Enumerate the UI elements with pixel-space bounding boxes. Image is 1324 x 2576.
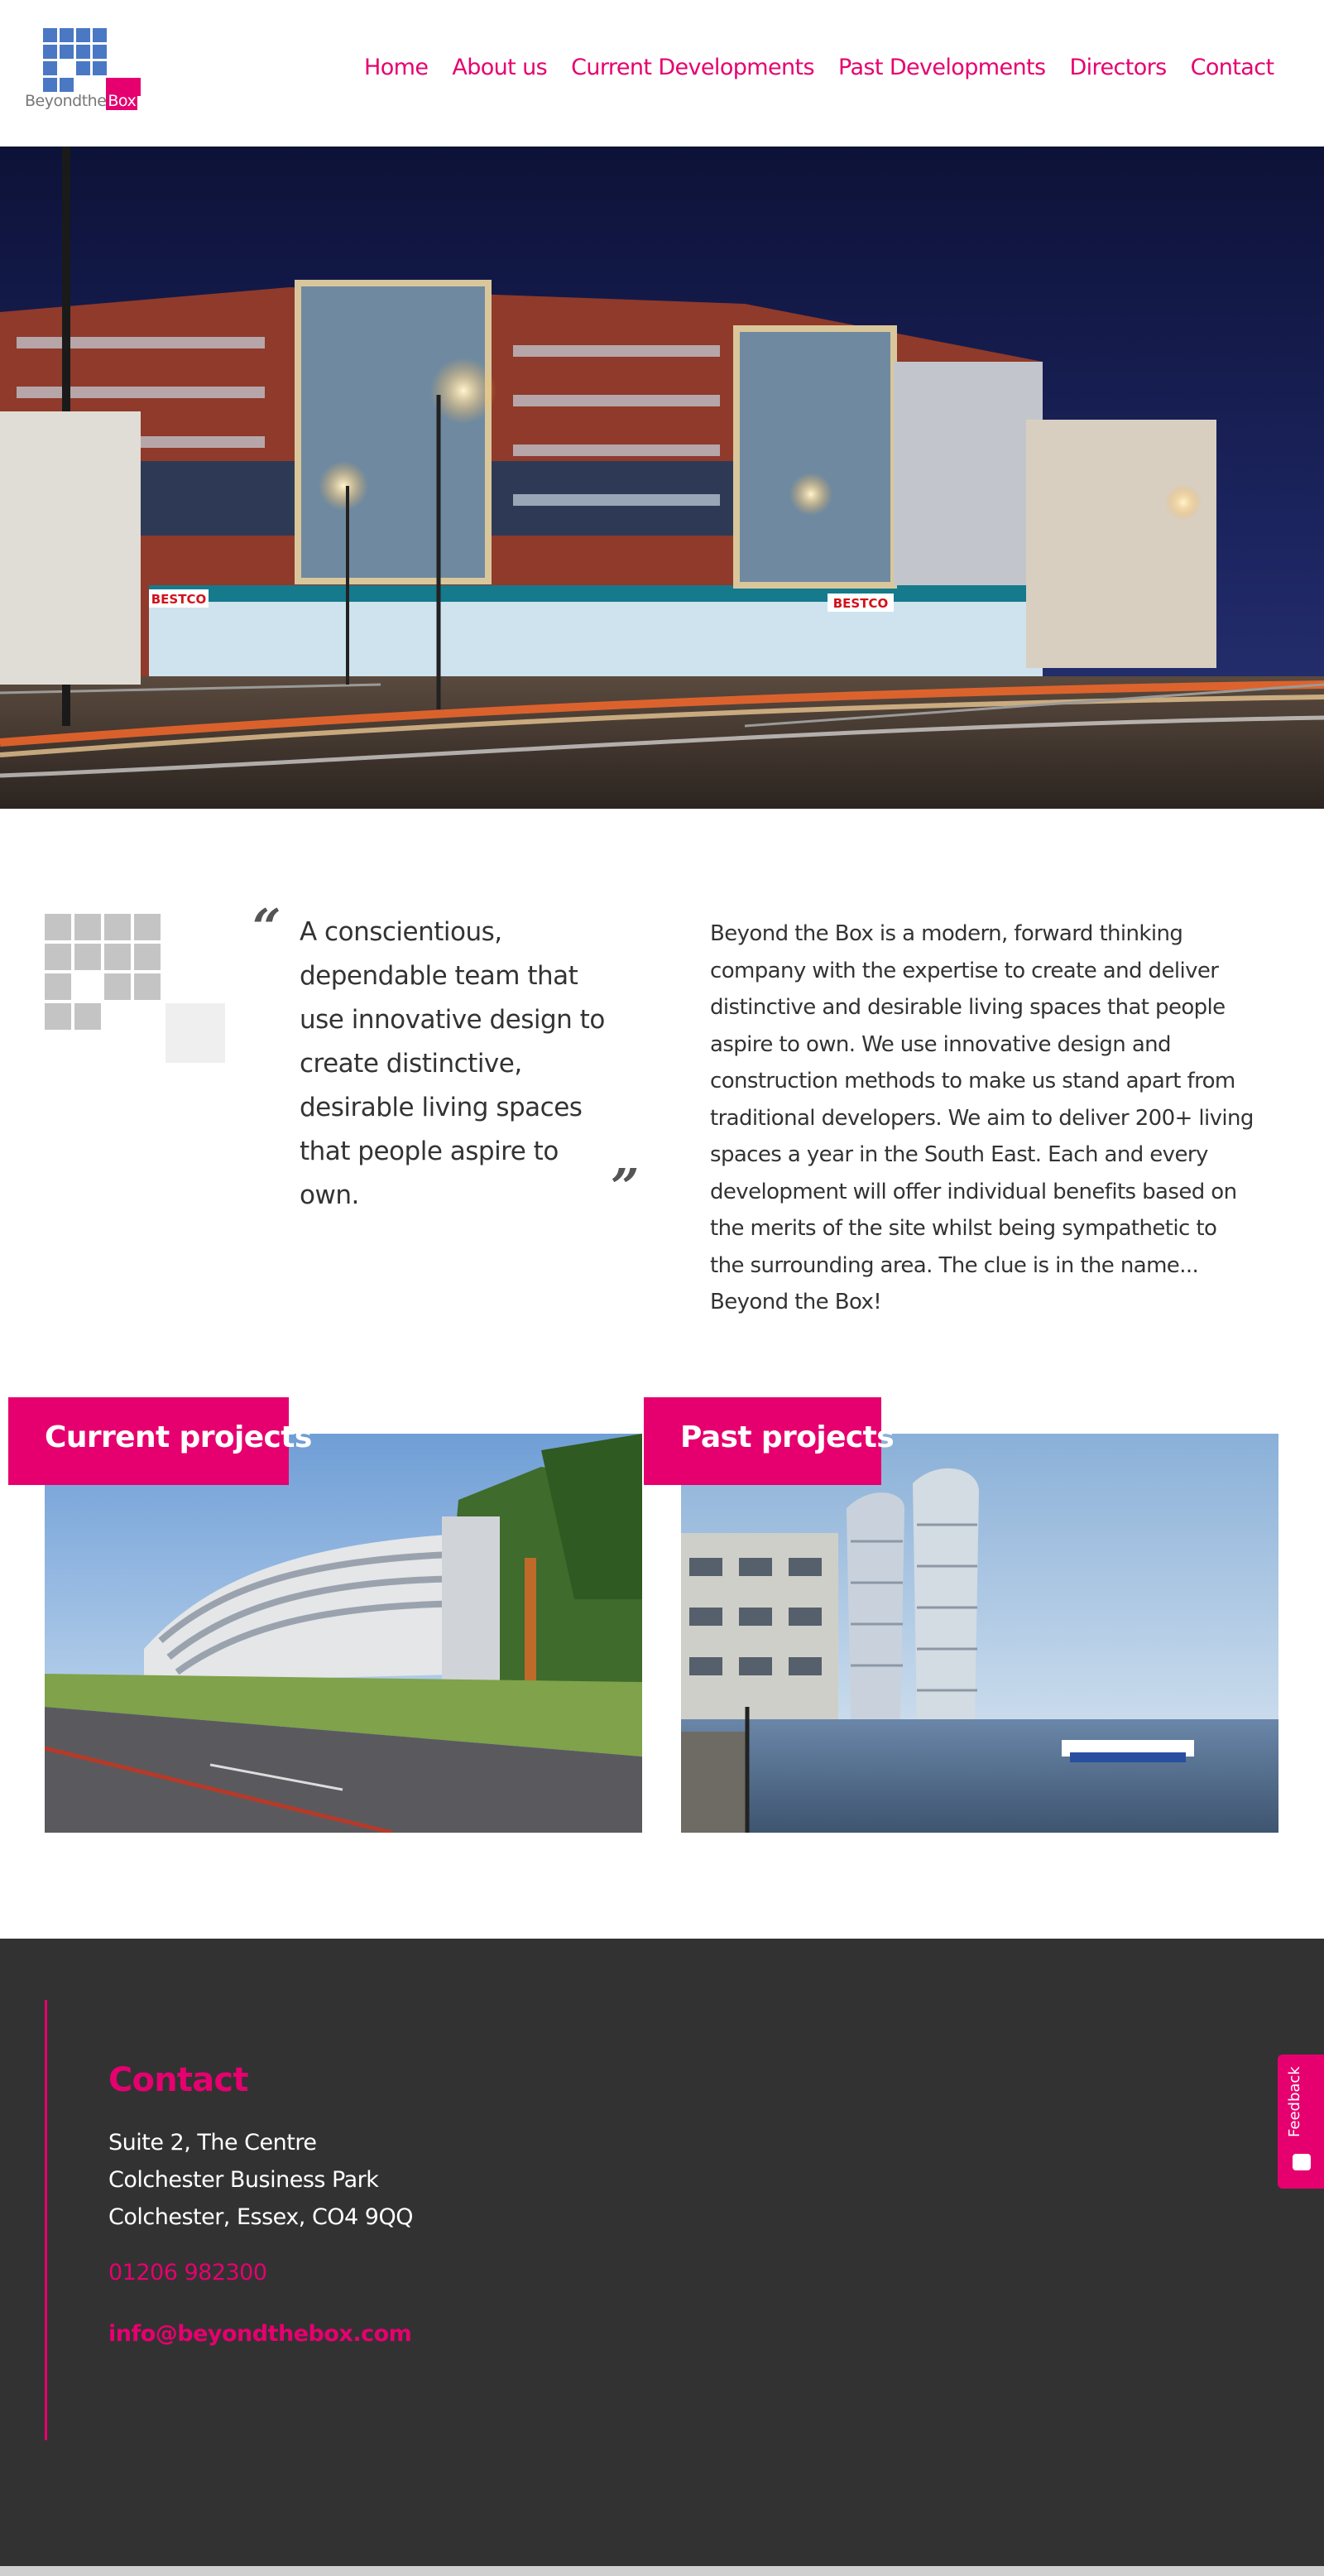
address-line-1: Suite 2, The Centre <box>108 2130 317 2155</box>
site-header <box>0 0 1324 147</box>
past-projects-label[interactable]: Past projects <box>644 1397 881 1485</box>
site-footer <box>0 1939 1324 2566</box>
quote-close-icon: ” <box>611 1159 640 1217</box>
past-projects-image[interactable] <box>681 1434 1278 1833</box>
intro-quote: A conscientious, dependable team that use innovative design to create distinctive, desirable living spaces that people aspire to own. <box>300 917 605 1210</box>
nav-current-developments[interactable]: Current Developments <box>571 55 814 80</box>
intro-logo-icon <box>45 914 227 1063</box>
footer-accent-line <box>45 2000 47 2440</box>
feedback-label: Feedback <box>1286 2066 1303 2137</box>
address-line-3: Colchester, Essex, CO4 9QQ <box>108 2204 413 2230</box>
nav-about-us[interactable]: About us <box>452 55 548 80</box>
quote-open-icon: “ <box>252 899 281 957</box>
feedback-icon <box>1293 2154 1311 2170</box>
hero-image <box>0 147 1324 809</box>
feedback-tab[interactable] <box>1278 2055 1324 2189</box>
main-nav <box>364 55 1298 80</box>
footer-email-link[interactable]: info@beyondthebox.com <box>108 2321 412 2347</box>
bottom-strip <box>0 2566 1324 2576</box>
hero-sign-1: BESTCO <box>151 592 207 607</box>
address-line-2: Colchester Business Park <box>108 2167 379 2193</box>
nav-home[interactable]: Home <box>364 55 429 80</box>
footer-contact-title: Contact <box>108 2061 248 2099</box>
current-projects-label[interactable]: Current projects <box>8 1397 289 1485</box>
logo-wordmark: Beyondthe Box <box>25 92 137 110</box>
logo-grid-icon <box>43 28 108 93</box>
footer-phone-link[interactable]: 01206 982300 <box>108 2260 267 2285</box>
nav-directors[interactable]: Directors <box>1069 55 1167 80</box>
nav-past-developments[interactable]: Past Developments <box>837 55 1046 80</box>
current-projects-image[interactable] <box>45 1434 642 1833</box>
hero-sign-2: BESTCO <box>832 596 889 611</box>
site-logo[interactable] <box>23 28 142 114</box>
footer-address <box>108 2124 413 2236</box>
nav-contact[interactable]: Contact <box>1190 55 1274 80</box>
about-paragraph: Beyond the Box is a modern, forward thinking company with the expertise to create and deliver distinctive and desirable living spaces that people aspire to own. We use innovative design and construction methods to make us stand apart from traditional developers. We aim to deliver 200+ living spaces a year in the South East. Each and every development will offer individual benefits based on the merits of the site whilst being sympathetic to the surrounding area. The clue is in the name... Beyond the Box! <box>710 921 1254 1314</box>
